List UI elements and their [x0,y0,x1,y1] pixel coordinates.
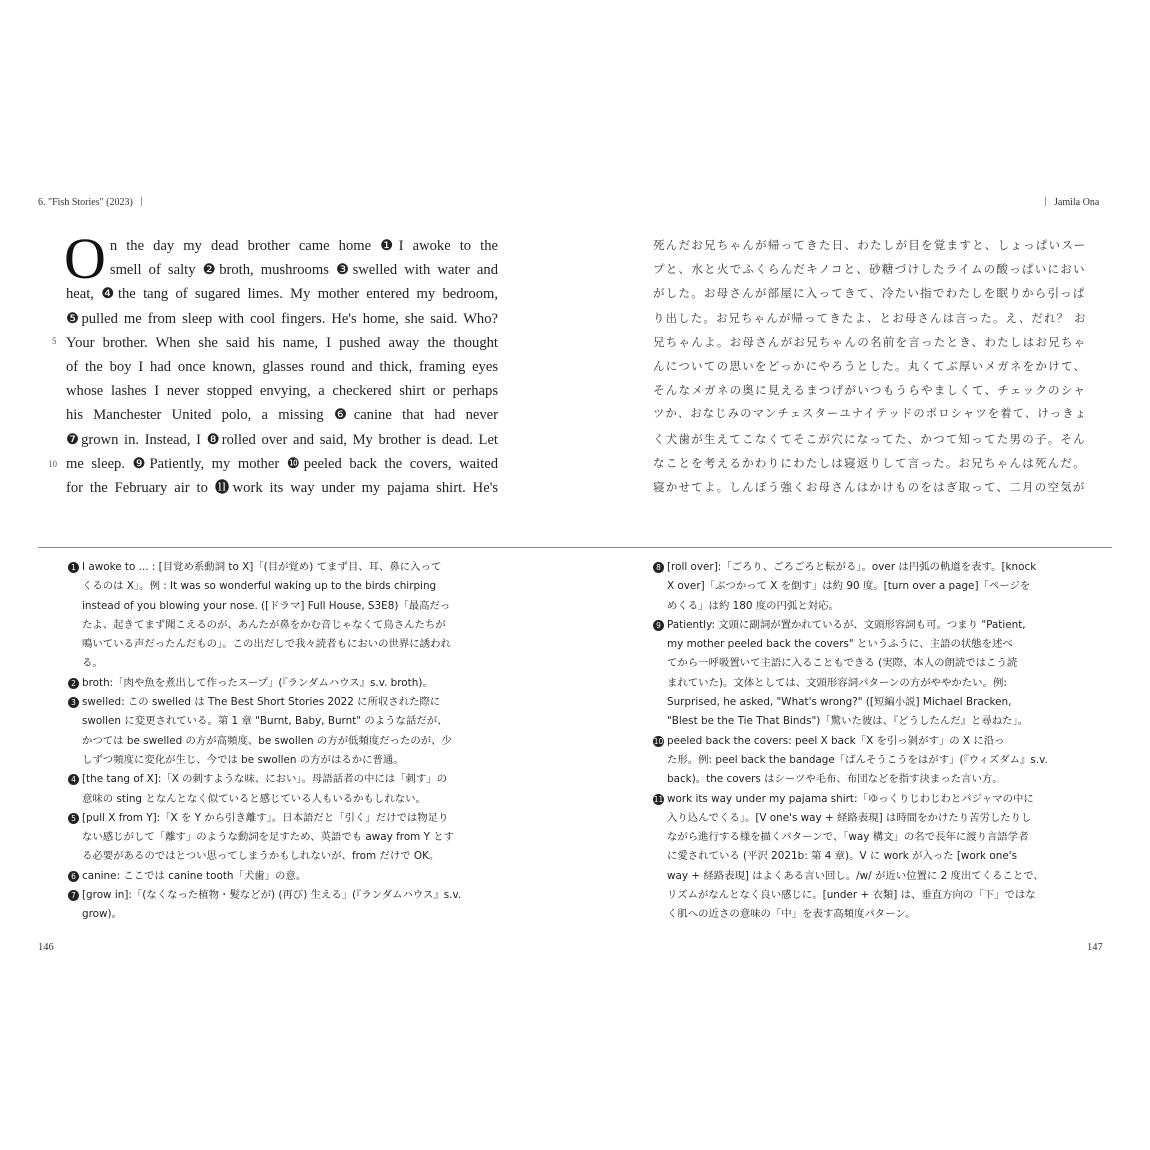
story-line: n the day my dead brother came home ❶I awoke to the [109,238,498,254]
footnote [653,616,1085,732]
footnote-number-badge: 2 [68,678,79,689]
footnote-number-badge: 4 [68,774,79,785]
footnote-line: [roll over]:「ごろり、ごろごろと転がる」。over は円弧の軌道を表す。[knock [667,561,1037,573]
footnotes-left [68,558,500,925]
header-separator [1045,197,1046,206]
story-line: heat, ❹the tang of sugared limes. My mother entered my bedroom, [66,286,498,303]
page-number-left: 146 [38,942,54,953]
footnote [653,558,1085,616]
story-line: for the February air to ⓫work its way under my pajama shirt. He's [66,479,498,496]
story-line: whose lashes I never stopped envying, a checkered shirt or perhaps [66,383,498,400]
footnote-line: てから一呼吸置いて主語に入ることもできる (実際、本人の朗読ではこう読 [667,657,1018,670]
footnote-line: swelled: この swelled は The Best Short Stories 2022 に所収された際に [82,696,441,709]
footnote-line: かつては be swelled の方が高頻度、be swollen の方が低頻度だったのが、少 [82,734,452,747]
footnote [653,790,1085,925]
footnote-line: しずつ頻度に変化が生じ、今では be swollen の方がはるかに普通。 [82,753,404,766]
footnote-number-badge: 1 [68,562,79,573]
footnote [68,867,500,886]
footnote-number-badge: 6 [68,871,79,882]
footnote-line: まれていた)。文体としては、文頭形容詞パターンの方がややかたい。例: [667,676,1007,689]
footnote [68,558,500,674]
footnote-line: way + 経路表現] はよくある言い回し。/w/ が近い位置に 2 度出てくることで、 [667,869,1044,882]
footnote-line: ない感じがして「離す」のような動詞を足すため、英語でも away from Y とす [82,831,455,844]
japanese-line: プと、水と火でふくらんだキノコと、砂糖づけしたライムの酸っぱいにおい [653,262,1086,277]
line-number-10: 10 [48,459,57,469]
footnote-line: "Blest be the Tie That Binds")「驚いた彼は、『どうしたんだ』と尋ねた」。 [667,715,1029,728]
footnote-line: canine: ここでは canine tooth「犬歯」の意。 [82,869,307,882]
footnote-line: Patiently: 文頭に副詞が置かれているが、文頭形容詞も可。つまり "Patient, [667,618,1026,631]
footnote [68,770,500,809]
japanese-line: り出した。お兄ちゃんが帰ってきたよ、とお母さんは言った。え、だれ？ お [653,310,1087,325]
footnote-number-badge: 7 [68,890,79,901]
japanese-line: 死んだお兄ちゃんが帰ってきた日、わたしが目を覚ますと、しょっぱいスー [653,238,1087,252]
footnote-line: [the tang of X]:「X の刺すような味、におい」。母語話者の中には「刺す」の [82,773,448,786]
footnote-number-badge: 11 [653,794,664,804]
footnote-line: る必要があるのではとつい思ってしまうかもしれないが、from だけで OK。 [82,850,440,863]
footnote-line: 意味の sting となんとなく似ていると感じている人もいるかもしれない。 [82,792,426,805]
footnote-line: instead of you blowing your nose. ([ドラマ] Full House, S3E8)「最高だっ [82,599,451,612]
story-line: ❼grown in. Instead, I ❽rolled over and said, My brother is dead. Let [66,431,498,448]
footnote [653,732,1085,790]
japanese-line: そんなメガネの奥に見えるまつげがいつもうらやましくて、チェックのシャ [653,383,1087,398]
footnote-number-badge: 8 [653,562,664,573]
running-head-right [1037,197,1099,208]
footnote-line: I awoke to ... : [目覚め系動詞 to X]「(目が覚め) てまず目、耳、鼻に入って [82,561,442,573]
footnote-line: めくる」は約 180 度の円弧と対応。 [667,599,839,612]
footnote-line: [pull X from Y]:「X を Y から引き離す」。日本語だと「引く」だけでは物足り [82,811,449,824]
footnote-line: リズムがなんとなく良い感じに。[under + 衣類] は、垂直方向の「下」ではな [667,889,1036,902]
footnote-divider [38,547,1112,548]
japanese-line: んについての思いをどっかにやろうとした。丸くてぶ厚いメガネをかけて、 [653,358,1087,373]
right-page [575,0,1150,1150]
story-line: of the boy I had once known, glasses round and thick, framing eyes [66,358,498,375]
author-name: Jamila Ona [1054,197,1100,208]
footnote-line: back)。the covers はシーツや毛布、布団などを指す決まった言い方。 [667,773,1003,786]
footnote-line: く肌への近さの意味の「中」を表す高頻度パターン。 [667,908,916,921]
footnote-number-badge: 3 [68,697,79,708]
line-number-5: 5 [52,336,57,346]
footnote-line: grow)。 [82,908,122,921]
japanese-line: なことを考えるかわりにわたしは寝返りして言った。お兄ちゃんは死んだ。 [653,455,1086,470]
story-line: smell of salty ❷broth, mushrooms ❸swelled with water and [109,262,498,279]
footnote-line: [grow in]:「(なくなった植物・髪などが) (再び) 生える」(『ランダムハウス』s.v. [82,889,462,902]
footnote [68,809,500,867]
japanese-line: ツか、おなじみのマンチェスターユナイテッドのポロシャツを着て、けっきょ [653,407,1087,421]
drop-cap: O [64,226,106,291]
footnote-line: swollen に変更されている。第 1 章 "Burnt, Baby, Burnt" のような話だが、 [82,715,448,728]
footnote-number-badge: 10 [653,736,664,746]
story-line: ❺pulled me from sleep with cool fingers. He's home, she said. Who? [66,310,498,327]
footnote-line: た形。例: peel back the bandage「ばんそうこうをはがす」(『ウィズダム』s.v. [667,753,1048,766]
footnote-line: my mother peeled back the covers" というふうに、主語の状態を述べ [667,638,1013,651]
footnote [68,886,500,925]
story-line: me sleep. ❾Patiently, my mother ❿peeled back the covers, waited [66,455,498,472]
story-line: Your brother. When she said his name, I pushed away the thought [66,334,498,351]
footnote-line: ながら進行する様を描くパターンで、「way 構文」の名で長年に渡り言語学者 [667,831,1029,844]
footnote-line: 入り込んでくる」。[V one's way + 経路表現] は時間をかけたり苦労したりし [667,811,1032,824]
footnote-line: くるのは X」。例 : It was so wonderful waking up to the birds chirping [82,580,437,593]
story-line: his Manchester United polo, a missing ❻canine that had never [66,407,498,424]
story-text-japanese [653,233,1087,499]
footnote-line: peeled back the covers: peel X back「X を引っ剝がす」の X に沿っ [667,734,1005,747]
footnote-number-badge: 9 [653,620,664,631]
footnote-line: Surprised, he asked, "What's wrong?" ([短編小説] Michael Bracken, [667,696,1012,709]
story-text-english [64,226,498,500]
japanese-line: がした。お母さんが部屋に入ってきて、冷たい指でわたしを眠りから引っぱ [653,286,1086,301]
japanese-line: 兄ちゃんよ。お母さんがお兄ちゃんの名前を言ったとき、わたしはお兄ちゃ [653,334,1087,349]
footnote [68,674,500,693]
header-separator [141,197,142,206]
japanese-line: 寝かせてよ。しんぼう強くお母さんはかけものをはぎ取って、二月の空気が [653,479,1086,494]
footnote-number-badge: 5 [68,813,79,824]
footnote-line: X over]「ぶつかって X を倒す」は約 90 度。[turn over a page]「ページを [667,580,1031,593]
footnote-line: たよ、起きてまず聞こえるのが、あんたが鼻をかむ音じゃなくて鳥さんたちが [82,618,446,631]
page-number-right: 147 [1087,942,1103,953]
chapter-title: 6. "Fish Stories" (2023) [38,197,133,208]
footnote-line: 鳴いている声だったんだもの」。この出だしで我々読者もにおいの世界に誘われ [82,638,451,651]
footnote-line: る。 [82,657,103,670]
footnotes-right [653,558,1085,925]
footnote [68,693,500,770]
running-head-left [38,197,150,208]
footnote-line: に愛されている (平沢 2021b: 第 4 章)。V に work が入った [work one's [667,850,1017,863]
japanese-line: く犬歯が生えてこなくてそこが穴になってた、かつて知ってた男の子。そん [653,431,1086,446]
footnote-line: broth:「肉や魚を煮出して作ったスープ」(『ランダムハウス』s.v. broth)。 [82,676,433,689]
footnote-line: work its way under my pajama shirt:「ゆっくりじわじわとパジャマの中に [667,792,1034,805]
